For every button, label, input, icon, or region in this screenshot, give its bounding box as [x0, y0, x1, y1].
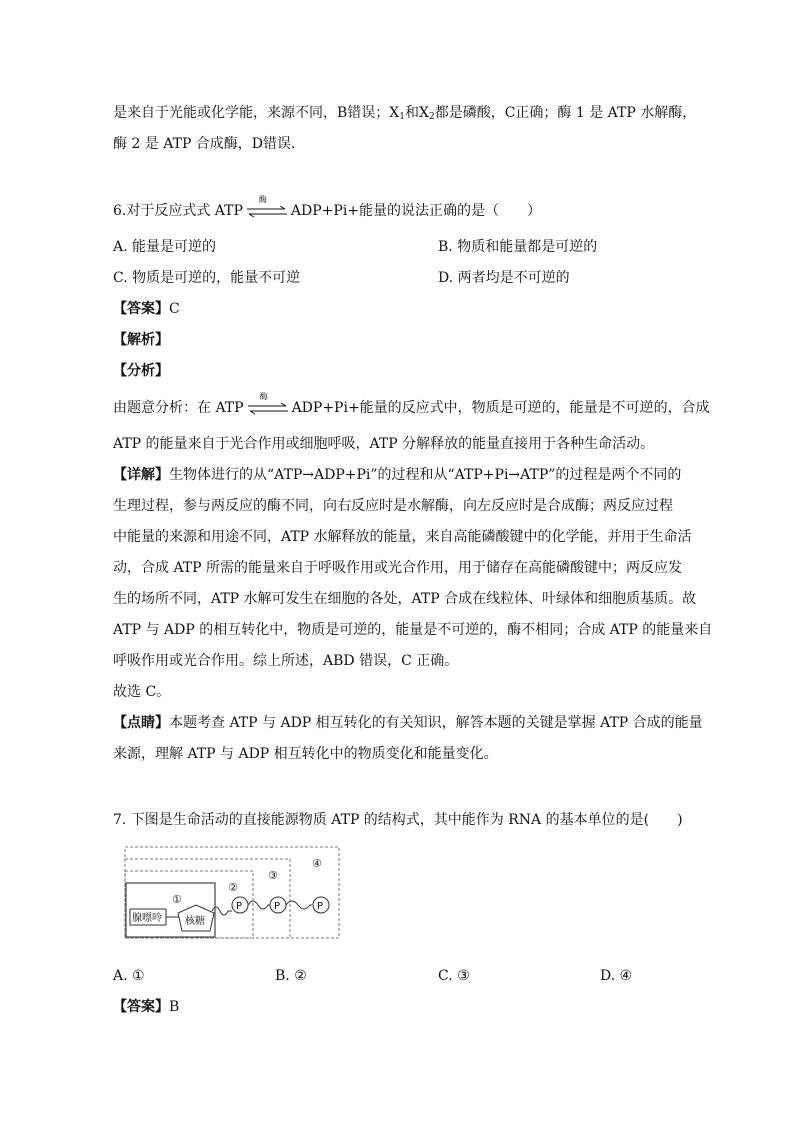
- q7-option-a[interactable]: A. ①: [113, 968, 145, 984]
- q6-answer: 【答案】C: [113, 301, 180, 317]
- q6-detail-line-3: 中能量的来源和用途不同，ATP 水解释放的能量，来自高能磷酸键中的化学能，并用于生命活: [113, 529, 692, 545]
- enzyme-label: 酶: [258, 195, 267, 204]
- region-label-2: ②: [228, 881, 238, 894]
- q6-fenxi-line-2: ATP 的能量来自于光合作用或细胞呼吸，ATP 分解释放的能量直接用于各种生命活动。: [113, 436, 655, 452]
- svg-text:P: P: [236, 901, 243, 912]
- q6-detail-line-7: 呼吸作用或光合作用。综上所述，ABD 错误，C 正确。: [113, 653, 459, 669]
- q7-answer: 【答案】B: [113, 999, 180, 1015]
- q6-detail-line-5: 生的场所不同，ATP 水解可发生在细胞的各处，ATP 合成在线粒体、叶绿体和细胞质基质。故: [113, 591, 697, 607]
- q6-detail-line-1: 【详解】生物体进行的从“ATP→ADP+Pi”的过程和从“ATP+Pi→ATP”的过程是两个不同的: [113, 467, 682, 483]
- svg-text:P: P: [317, 901, 324, 912]
- q6-option-c[interactable]: C. 物质是可逆的，能量不可逆: [113, 270, 301, 286]
- q7-option-d[interactable]: D. ④: [600, 968, 633, 984]
- q7-option-b[interactable]: B. ②: [275, 968, 307, 984]
- q6-analysis-label: 【解析】: [113, 332, 169, 348]
- prev-explanation-line-2: 酶 2 是 ATP 合成酶，D错误．: [113, 136, 306, 152]
- q6-fenxi-label: 【分析】: [113, 363, 169, 379]
- q6-detail-line-4: 动，合成 ATP 所需的能量来自于呼吸作用或光合作用，用于储存在高能磷酸键中；两反应发: [113, 560, 683, 576]
- q7-stem: 7. 下图是生命活动的直接能源物质 ATP 的结构式，其中能作为 RNA 的基本单位的是( ): [113, 812, 683, 828]
- q6-detail-line-6: ATP 与 ADP 的相互转化中，物质是可逆的，能量是不可逆的，酶不相同；合成 ATP 的能量来自: [113, 622, 713, 638]
- q6-option-a[interactable]: A. 能量是可逆的: [113, 239, 217, 255]
- q6-stem: 6.对于反应式式 ATP 酶 ADP+Pi+能量的说法正确的是（ ）: [113, 195, 542, 219]
- q7-option-c[interactable]: C. ③: [438, 968, 470, 984]
- region-label-1: ①: [172, 893, 182, 906]
- ribose-label: 核糖: [185, 916, 205, 927]
- region-label-3: ③: [268, 869, 278, 882]
- svg-text:P: P: [274, 901, 281, 912]
- region-label-4: ④: [312, 857, 322, 870]
- q6-dianjing-line-2: 来源，理解 ATP 与 ADP 相互转化中的物质变化和能量变化。: [113, 746, 498, 762]
- q6-dianjing-line-1: 【点睛】本题考查 ATP 与 ADP 相互转化的有关知识，解答本题的关键是掌握 ATP 合成的能量: [113, 715, 703, 731]
- adenine-label: 腺嘌呤: [132, 913, 162, 924]
- q6-fenxi-line-1: 由题意分析：在 ATP 酶 ADP+Pi+能量的反应式中，物质是可逆的，能量是不可逆的，合成: [113, 392, 710, 416]
- reversible-arrow-icon: [247, 195, 287, 218]
- q6-conclusion: 故选 C。: [113, 684, 171, 700]
- q6-option-b[interactable]: B. 物质和能量都是可逆的: [438, 239, 598, 255]
- prev-explanation-line-1: 是来自于光能或化学能，来源不同，B错误；$X_1$和$X_2$都是磷酸，C正确；酶 1 是 ATP 水解酶，: [113, 105, 697, 122]
- atp-structure-diagram: [122, 845, 342, 941]
- q6-detail-line-2: 生理过程，参与两反应的酶不同，向右反应时是水解酶，向左反应时是合成酶；两反应过程: [113, 498, 673, 514]
- q6-option-d[interactable]: D. 两者均是不可逆的: [438, 270, 570, 286]
- reversible-arrow-icon: 酶: [248, 401, 288, 415]
